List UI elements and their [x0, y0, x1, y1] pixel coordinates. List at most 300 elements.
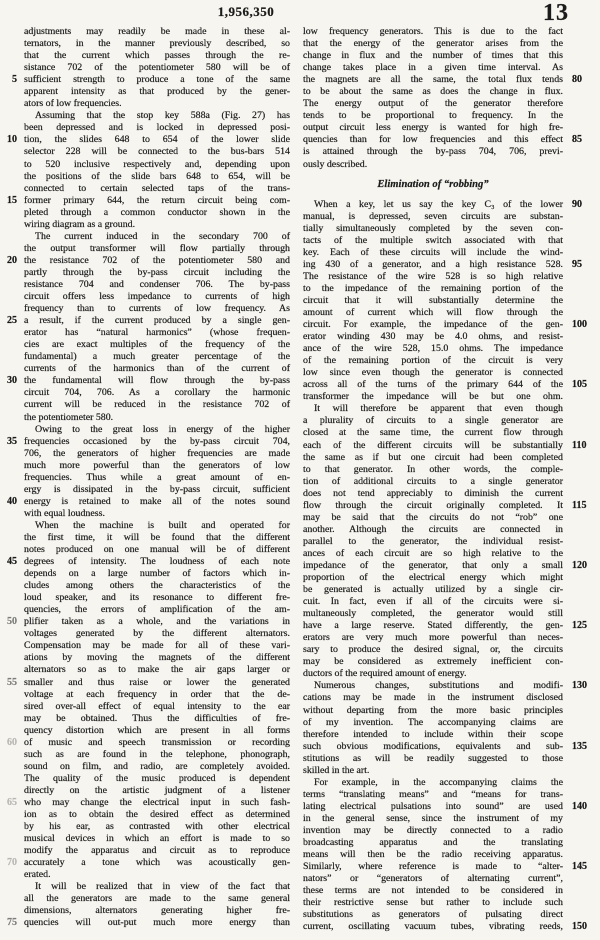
line-text: ing 430 of a generator, and a high resistance 528.: [303, 258, 563, 270]
text-line: [7, 797, 290, 809]
line-text: It will be realized that in view of the fact that: [35, 881, 290, 893]
text-line: [7, 435, 290, 448]
text-line: [24, 424, 290, 436]
text-line: [303, 608, 563, 620]
text-line: [24, 159, 290, 171]
line-text: erators are very much more powerful than neces-: [303, 632, 563, 644]
line-text: alternators so as to make the air gaps larger or: [24, 664, 290, 676]
line-text: energy is retained to make all of the notes sound: [24, 495, 290, 507]
line-text: change takes place in a given time interval. As: [303, 62, 563, 74]
text-line: [24, 773, 290, 785]
line-text: by his ear, as contrasted with other electrical: [24, 821, 290, 833]
line-text: substitutions as generators of pulsating direct: [303, 909, 563, 921]
line-number: 145: [572, 861, 587, 873]
line-text: the potentiometer 580.: [24, 411, 114, 423]
text-line: [303, 452, 563, 464]
line-text: frequency than to currents of low frequency. As: [24, 303, 290, 315]
line-text: to 520 inclusive respectively and, depending upon: [24, 158, 290, 170]
text-line: [24, 351, 290, 363]
line-number: 20: [7, 254, 17, 266]
line-text: cuit. In fact, even if all of the circuits were si-: [303, 596, 563, 608]
text-line: [303, 873, 563, 885]
line-text: frequencies. Thus while a great amount of en-: [24, 471, 290, 483]
line-text: The energy output of the generator therefore: [303, 98, 563, 110]
line-text: low frequency generators. This is due to the fact: [303, 26, 563, 37]
text-line: [24, 387, 290, 399]
line-text: proportion of the electrical energy which might: [303, 572, 563, 584]
line-number: 40: [7, 495, 17, 507]
line-text: resistance 704 and condenser 706. The by-pass: [24, 278, 290, 290]
line-text: nators” or “generators of alternating current”,: [303, 873, 563, 885]
text-line: [24, 110, 290, 122]
line-number: 115: [572, 499, 587, 511]
line-text: degrees of intensity. The loudness of each note: [24, 556, 290, 568]
line-text: who may change the electrical input in such fash-: [24, 797, 290, 808]
text-line: [303, 198, 582, 211]
line-text: ductors of the required amount of energy.: [303, 668, 467, 680]
text-line: [303, 572, 563, 584]
text-line: [7, 736, 290, 749]
text-line: [24, 26, 290, 38]
line-text: circuit 704, 706. As a corollary the harmonic: [24, 387, 290, 399]
text-line: [303, 211, 563, 223]
line-number: 75: [7, 917, 17, 929]
text-line: [24, 279, 290, 291]
line-text: therefore intended to include within their scope: [303, 728, 563, 740]
line-number: 105: [572, 379, 587, 391]
line-text: such obvious modifications, equivalents and sub-: [303, 740, 563, 752]
text-line: [303, 620, 587, 632]
line-text: tion of additional circuits to a single generator: [303, 475, 563, 487]
line-text: change in flux and the number of times that this: [303, 50, 563, 62]
text-line: [7, 375, 290, 387]
line-text: modify the apparatus and circuit as to reproduce: [24, 845, 290, 857]
line-text: erator winding 430 may be 4.0 ohms, and resist-: [303, 331, 563, 343]
line-text: of music and speech transmission or recording: [24, 736, 290, 748]
line-text: quencies will out-put much more energy than: [24, 917, 290, 929]
line-text: a plurality of circuits to a single generator are: [303, 415, 563, 427]
text-line: [24, 339, 290, 351]
line-text: the resistance 702 of the potentiometer 580 and: [24, 254, 290, 266]
text-line: [303, 146, 563, 158]
line-text: ations by moving the magnets of the different: [24, 652, 290, 664]
line-number: 100: [572, 319, 587, 331]
text-line: [303, 427, 563, 439]
text-line: [303, 849, 563, 861]
line-text: When the machine is built and operated for: [35, 519, 290, 531]
text-line: [303, 717, 563, 729]
line-text: is attained through the by-pass 704, 706, previ-: [303, 146, 563, 158]
line-text: Assuming that the stop key 588a (Fig. 27) has: [35, 110, 290, 122]
line-number: 110: [572, 439, 587, 451]
text-line: [24, 640, 290, 652]
line-text: the positions of the slide bars 648 to 654, will be: [24, 170, 290, 182]
line-text: Numerous changes, substitutions and modifi-: [314, 680, 563, 692]
text-line: [24, 592, 290, 604]
line-text: sary to produce the desired signal, or, the circuits: [303, 644, 563, 656]
page-header: [0, 0, 600, 26]
line-text: sufficient strength to produce a tone of the same: [24, 74, 290, 86]
text-line: [303, 283, 563, 295]
text-line: [24, 219, 290, 231]
line-text: smaller and thus raise or lower the generated: [24, 676, 290, 688]
text-line: [303, 464, 563, 476]
line-text: the first time, it will be found that the different: [24, 531, 290, 543]
line-text: directly on the artistic judgment of a listener: [24, 784, 290, 796]
line-text: the output transformer will flow partially through: [24, 242, 290, 254]
line-number: 5: [12, 74, 17, 86]
line-text: fundamental) a much greater percentage of the: [24, 351, 290, 363]
line-text: ance of the wire 528, 15.0 ohms. The impedance: [303, 343, 563, 355]
line-text: tially simultaneously completed by the seven con-: [303, 222, 563, 234]
text-line: [303, 134, 582, 146]
text-line: [303, 391, 563, 403]
line-text: ators of low frequencies.: [24, 98, 122, 110]
text-line: [24, 580, 290, 592]
text-line: [303, 258, 582, 271]
text-line: [303, 885, 563, 897]
text-line: [24, 689, 290, 701]
line-number: 125: [572, 620, 587, 632]
text-line: [303, 331, 563, 343]
line-text: cies are exact multiples of the frequency of the: [24, 339, 290, 351]
line-text: loud speaker, and its resonance to different fre-: [24, 592, 290, 604]
text-line: [24, 146, 290, 158]
line-text: Elimination of “robbing”: [377, 178, 489, 190]
text-line: [24, 327, 290, 339]
text-line: [303, 50, 563, 62]
text-line: [24, 50, 290, 62]
text-line: [24, 38, 290, 50]
text-line: [303, 536, 563, 548]
line-text: transformer the impedance will be but one ohm.: [303, 391, 563, 403]
text-line: [303, 415, 563, 427]
line-text: wiring diagram as a ground.: [24, 218, 136, 230]
line-number: 15: [7, 194, 17, 206]
line-number: 150: [572, 921, 587, 933]
line-text: does not tend appreciably to diminish the current: [303, 487, 563, 499]
text-line: [24, 520, 290, 532]
line-text: circuit. For example, the impedance of the gen-: [303, 319, 563, 331]
line-text: For example, in the accompanying claims the: [314, 776, 563, 788]
line-text: the same as if but one circuit had been completed: [303, 451, 563, 463]
line-text: output circuit less energy is wanted for high fre-: [303, 122, 563, 134]
text-line: [24, 86, 290, 98]
line-number: 130: [572, 680, 587, 692]
line-text: be generated is actually utilized by a single cir-: [303, 584, 563, 596]
text-line: [303, 705, 563, 717]
line-text: plifier taken as a whole, and the variations in: [24, 616, 290, 628]
line-text: sound on film, and radio, are completely avoided.: [24, 760, 290, 772]
patent-number: 1,956,350: [217, 4, 275, 19]
text-line: [303, 98, 563, 110]
line-text: ances of each circuit are so high relative to the: [303, 547, 563, 559]
text-line: [24, 821, 290, 833]
text-line: [24, 713, 290, 725]
text-line: [24, 749, 290, 761]
line-text: Compensation may be made for all of these vari-: [24, 640, 290, 652]
line-text: quency distortion which are present in all forms: [24, 724, 290, 736]
text-line: [24, 893, 290, 905]
text-line: [24, 303, 290, 315]
text-line: [7, 917, 290, 929]
line-text: adjustments may readily be made in these al-: [24, 26, 290, 37]
line-text: tends to be proportional to frequency. In the: [303, 110, 563, 122]
text-line: [303, 343, 563, 355]
text-line: [303, 789, 563, 801]
line-text: currents of the harmonics than of the current of: [24, 363, 290, 375]
line-text: frequencies occasioned by the by-pass circuit 704,: [24, 435, 290, 447]
text-line: [24, 725, 290, 737]
text-line: [24, 460, 290, 472]
line-text: impedance of the generator, that only a small: [303, 559, 563, 571]
text-line: [303, 837, 563, 849]
text-line: [24, 448, 290, 460]
text-line: [7, 556, 290, 568]
text-line: [303, 379, 587, 391]
line-text: may be said that the circuits do not “rob” one: [303, 511, 563, 523]
text-line: [303, 740, 587, 753]
line-text: ion as to obtain the desired effect as determined: [24, 809, 290, 821]
line-text: of my invention. The accompanying claims are: [303, 716, 563, 728]
text-line: [303, 921, 587, 933]
text-line: [7, 254, 290, 267]
line-text: erator has “natural harmonics” (whose frequen-: [24, 327, 290, 339]
line-text: of the remaining portion of the circuit is very: [303, 355, 563, 367]
line-text: means will then be the radio receiving apparatus.: [303, 849, 563, 861]
text-line: [303, 524, 563, 536]
text-line: [303, 235, 563, 247]
text-line: [24, 664, 290, 676]
text-line: [303, 355, 563, 367]
line-text: pleted through a common conductor shown in the: [24, 206, 290, 218]
line-text: notes produced on one manual will be of different: [24, 544, 290, 556]
text-line: [24, 171, 290, 183]
line-text: in the general sense, since the instrument of my: [303, 812, 563, 824]
line-text: The current induced in the secondary 700 of: [35, 230, 290, 242]
line-text: that the energy of the generator arises from the: [303, 38, 563, 50]
text-line: [303, 777, 563, 789]
line-number: 80: [572, 74, 582, 86]
line-number: 25: [7, 315, 17, 327]
line-text: may be obtained. Thus the difficulties of fre-: [24, 712, 290, 724]
line-text: manual, is depressed, seven circuits are substan-: [303, 210, 563, 222]
text-line: [303, 86, 563, 98]
line-text: to be about the same as does the change in flux.: [303, 86, 563, 98]
text-line: [24, 363, 290, 375]
line-text: apparent intensity as that produced by the gener-: [24, 86, 290, 98]
line-number: 50: [7, 616, 17, 628]
text-line: [24, 845, 290, 857]
line-text: across all of the turns of the primary 644 of the: [303, 379, 563, 391]
text-line: [303, 596, 563, 608]
text-line: [24, 412, 290, 424]
text-line: [303, 644, 563, 656]
text-line: [303, 825, 563, 837]
text-line: [303, 499, 587, 512]
line-number: 65: [7, 797, 17, 808]
text-line: [24, 183, 290, 195]
line-text: these terms are not intended to be considered in: [303, 885, 563, 897]
line-text: without departing from the more basic principles: [303, 704, 563, 716]
line-text: sired over-all effect of equal intensity to the ear: [24, 700, 290, 712]
text-line: [24, 652, 290, 664]
text-line: [303, 765, 563, 777]
line-text: current, oscillating vacuum tubes, vibrating reeds,: [303, 921, 563, 933]
line-text: been depressed and is locked in depressed posi-: [24, 122, 290, 134]
line-text: ternators, in the manner previously described, so: [24, 38, 290, 50]
text-line: [303, 729, 563, 741]
text-line: [24, 544, 290, 556]
text-line: [303, 295, 563, 307]
text-line: [24, 785, 290, 797]
line-text: circuit that it will substantially determine the: [303, 294, 563, 306]
line-text: voltages generated by the different alternators.: [24, 628, 290, 640]
line-text: depends on a large number of factors which in-: [24, 568, 290, 580]
text-line: [24, 532, 290, 544]
text-line: [303, 512, 563, 524]
line-text: a result, if the current produced by a single gen-: [24, 315, 290, 327]
text-line: [303, 319, 587, 331]
text-line: [303, 307, 563, 319]
text-line: [24, 905, 290, 917]
line-text: to the impedance of the remaining portion of the: [303, 282, 563, 294]
text-line: [303, 584, 563, 596]
line-text: 706, the generators of higher frequencies are made: [24, 447, 290, 459]
text-line: [24, 62, 290, 74]
text-line: [24, 604, 290, 616]
line-text: voltage at each frequency in order that the de-: [24, 688, 290, 700]
text-line: [7, 134, 290, 146]
text-line: [303, 122, 563, 134]
text-line: [303, 668, 563, 680]
line-text: cations may be made in the instrument disclosed: [303, 692, 563, 704]
text-line: [12, 74, 290, 86]
text-line: [24, 122, 290, 134]
line-text: closed at the same time, the current flow through: [303, 427, 563, 439]
line-text: ously described.: [303, 158, 368, 170]
line-text: broadcasting apparatus and the translating: [303, 837, 563, 849]
line-number: 120: [572, 559, 587, 571]
text-line: [303, 38, 563, 50]
text-line: [303, 632, 563, 644]
text-line: [303, 861, 587, 873]
text-line: [303, 488, 563, 500]
text-line: [303, 800, 587, 813]
line-text: When a key, let us say the key C₃ of the lower: [314, 198, 563, 210]
text-line: [303, 656, 563, 668]
line-text: amount of current which will flow through the: [303, 306, 563, 318]
text-line: [303, 548, 563, 560]
line-text: erated.: [24, 869, 51, 881]
line-number: 70: [7, 857, 17, 869]
line-text: to that generator. In other words, the comple-: [303, 463, 563, 475]
text-line: [303, 897, 563, 909]
line-number: 135: [572, 740, 587, 752]
text-line: [7, 495, 290, 508]
text-line: [303, 26, 563, 38]
line-text: such as are found in the telephone, phonograph,: [24, 748, 290, 760]
line-text: key. Each of these circuits will include the wind-: [303, 246, 563, 258]
line-text: low since even though the generator is connected: [303, 367, 563, 379]
line-number: 85: [572, 134, 582, 146]
line-text: Similarly, where reference is made to “alter-: [303, 861, 563, 873]
text-line: [303, 753, 563, 765]
line-text: parallel to the generator, the individual resist-: [303, 535, 563, 547]
text-line: [7, 616, 290, 628]
line-text: their restrictive sense but rather to include such: [303, 897, 563, 909]
text-line: [303, 813, 563, 825]
text-line: [303, 439, 587, 452]
line-number: 90: [572, 198, 582, 210]
line-number: 60: [7, 736, 17, 748]
text-line: [24, 628, 290, 640]
line-text: circuit offers less impedance to currents of high: [24, 291, 290, 303]
text-line: [24, 568, 290, 580]
line-number: 10: [7, 134, 17, 146]
line-text: all the generators are made to the same general: [24, 893, 290, 905]
line-text: with equal loudness.: [24, 507, 105, 519]
text-line: [24, 207, 290, 219]
line-text: may be considered as extremely inefficient con-: [303, 656, 563, 668]
line-text: musical devices in which an effort is made to so: [24, 833, 290, 845]
text-line: [303, 223, 563, 235]
text-line: [303, 909, 563, 921]
page-number: 13: [543, 0, 569, 26]
line-text: much more powerful than the generators of low: [24, 459, 290, 471]
line-text: the magnets are all the same, the total flux tends: [303, 74, 563, 86]
text-line: [24, 243, 290, 255]
left-text-column: [7, 26, 290, 930]
text-line: [7, 194, 290, 207]
right-text-column: [303, 26, 587, 933]
text-line: [24, 508, 290, 520]
line-text: skilled in the art.: [303, 764, 370, 776]
line-text: sistance 702 of the potentiometer 580 will be of: [24, 62, 290, 74]
line-text: quencies, the errors of amplification of the am-: [24, 604, 290, 616]
line-text: cludes among others the characteristics of the: [24, 580, 290, 592]
line-text: accurately a tone which was acoustically gen-: [24, 857, 290, 869]
line-text: Owing to the great loss in energy of the higher: [35, 423, 290, 435]
line-text: have a large reserve. Stated differently, the gen-: [303, 620, 563, 632]
line-number: 35: [7, 435, 17, 447]
line-text: ergy is dissipated in the by-pass circuit, sufficient: [24, 483, 290, 495]
text-line: [24, 231, 290, 243]
line-text: flow through the circuit originally completed. It: [303, 499, 563, 511]
line-text: partly through the by-pass circuit including the: [24, 266, 290, 278]
text-line: [303, 247, 563, 259]
text-line: [303, 74, 582, 86]
section-heading: [303, 171, 563, 199]
text-line: [303, 403, 563, 415]
line-text: lating electrical pulsations into sound” are used: [303, 800, 563, 812]
text-line: [7, 857, 290, 869]
line-text: multaneously completed, the generator would still: [303, 608, 563, 620]
line-text: The resistance of the wire 528 is so high relative: [303, 270, 563, 282]
line-text: connected to certain selected taps of the trans-: [24, 182, 290, 194]
text-line: [7, 315, 290, 327]
text-line: [303, 159, 563, 171]
line-text: current will be reduced in the resistance 702 of: [24, 399, 290, 411]
text-line: [303, 692, 563, 704]
text-line: [7, 676, 290, 689]
line-text: invention may be directly connected to a radio: [303, 825, 563, 836]
line-number: 95: [572, 258, 582, 270]
text-line: [303, 680, 587, 692]
line-text: stitutions as will be readily suggested to those: [303, 752, 563, 764]
line-text: dimensions, alternators generating higher fre-: [24, 905, 290, 917]
text-line: [24, 267, 290, 279]
